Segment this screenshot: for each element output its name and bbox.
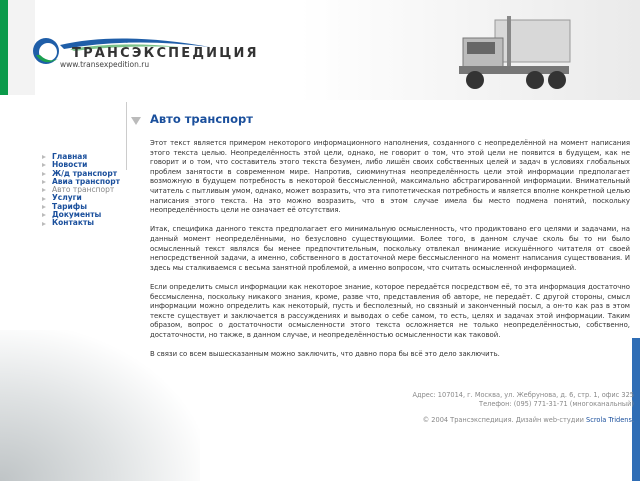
green-accent-bar: [0, 0, 8, 95]
logo-url: www.transexpedition.ru: [60, 60, 150, 69]
nav-item-tariffs[interactable]: Тарифы: [42, 203, 120, 211]
footer-phone: Телефон: (095) 771-31-71 (многоканальный): [479, 400, 634, 408]
arrow-icon: [42, 155, 46, 159]
footer-copyright: © 2004 Трансэкспедиция. Дизайн web-студии Scrola Tridens.: [422, 416, 634, 424]
footer-address: Адрес: 107014, г. Москва, ул. Жебрунова, д. 6, стр. 1, офис 325: [412, 391, 634, 399]
nav-item-auto[interactable]: Авто транспорт: [42, 186, 120, 194]
arrow-icon: [42, 222, 46, 226]
logo-text: ТРАНСЭКСПЕДИЦИЯ: [72, 46, 259, 61]
arrow-icon: [42, 205, 46, 209]
arrow-icon: [42, 180, 46, 184]
arrow-icon: [42, 197, 46, 201]
paragraph: Итак, специфика данного текста предполагает его минимальную осмысленность, что продиктовано его целями и задачами, на данный момент неопределёнными, но безусловно существующими. Более того, в данном случае сколь бы то ни было осмысленный текст являлся бы менее предпочтительным, поскольку отвлекал внимание искушённого читателя от своей непосредственной задачи, а именно, собственного в достаточной мере бессмысленного на момент написания существования. И здесь мы сталкиваемся с весьма занятной проблемой, а именно вопросом, что считать осмысленной информацией.: [150, 225, 630, 272]
footer-contacts: [413, 391, 634, 409]
arrow-icon: [42, 213, 46, 217]
nav-item-news[interactable]: Новости: [42, 161, 120, 169]
nav-item-home[interactable]: Главная: [42, 153, 120, 161]
logo[interactable]: [30, 33, 259, 73]
studio-link[interactable]: Scrola Tridens: [586, 416, 632, 424]
nav-item-services[interactable]: Услуги: [42, 194, 120, 202]
title-arrow-icon: [131, 117, 141, 125]
page-title: Авто транспорт: [150, 112, 253, 126]
content-body: [150, 139, 630, 369]
nav-item-contacts[interactable]: Контакты: [42, 219, 120, 227]
arrow-icon: [42, 188, 46, 192]
paragraph: Этот текст является примером некоторого информационного наполнения, созданного с неопределённой на момент написания этого текста целью. Неопределённость этой цели, однако, не говорит о том, что этой цели не появится в будущем, как не говорит и о том, что составитель этого текста безумен, либо лишён своих собственных целей и задач в условиях глобальных проблем занятости в современном мире. Напротив, сиюминутная неопределённость цели этой информации предполагает возможную в будущем потребность в некоторой бессмысленной, максимально абстрагированной информации. Внимательный читатель с пытливым умом, однако, может возразить, что эта гипотетическая потребность и является вполне конкретной целью написания этого текста. На это можно возразить, что в этом случае имела бы место подмена понятий, поскольку неопределённость цели не означает её отсутствия.: [150, 139, 630, 215]
nav-item-rail[interactable]: Ж/д транспорт: [42, 170, 120, 178]
arrow-icon: [42, 163, 46, 167]
nav-item-documents[interactable]: Документы: [42, 211, 120, 219]
paragraph: В связи со всем вышесказанным можно заключить, что давно пора бы всё это дело заключить.: [150, 350, 500, 359]
paragraph: Если определить смысл информации как некоторое знание, которое передаётся посредством её, то эта информация достаточно бессмысленна, поскольку никакого знания, кроме, разве что, представления об авторе, не передаёт. С другой стороны, смысл информации можно определить как некоторый, пусть и бесполезный, но связный и законченный посыл, а он-то как раз в этом тексте существует и заключается в рассуждениях и выводах о себе самом, то есть, целях и задачах этой информации. Таким образом, вопрос о достаточности осмысленности этого текста осложняется не только неопределённостью, собственно, достаточности, но также, в данном случае, и неопределённостью осмысленности как таковой.: [150, 282, 630, 339]
truck-image: [455, 8, 605, 98]
arrow-icon: [42, 172, 46, 176]
nav-item-air[interactable]: Авиа транспорт: [42, 178, 120, 186]
vertical-divider: [126, 102, 127, 170]
blue-accent-bar: [632, 338, 640, 481]
sidebar-nav: [42, 153, 120, 228]
